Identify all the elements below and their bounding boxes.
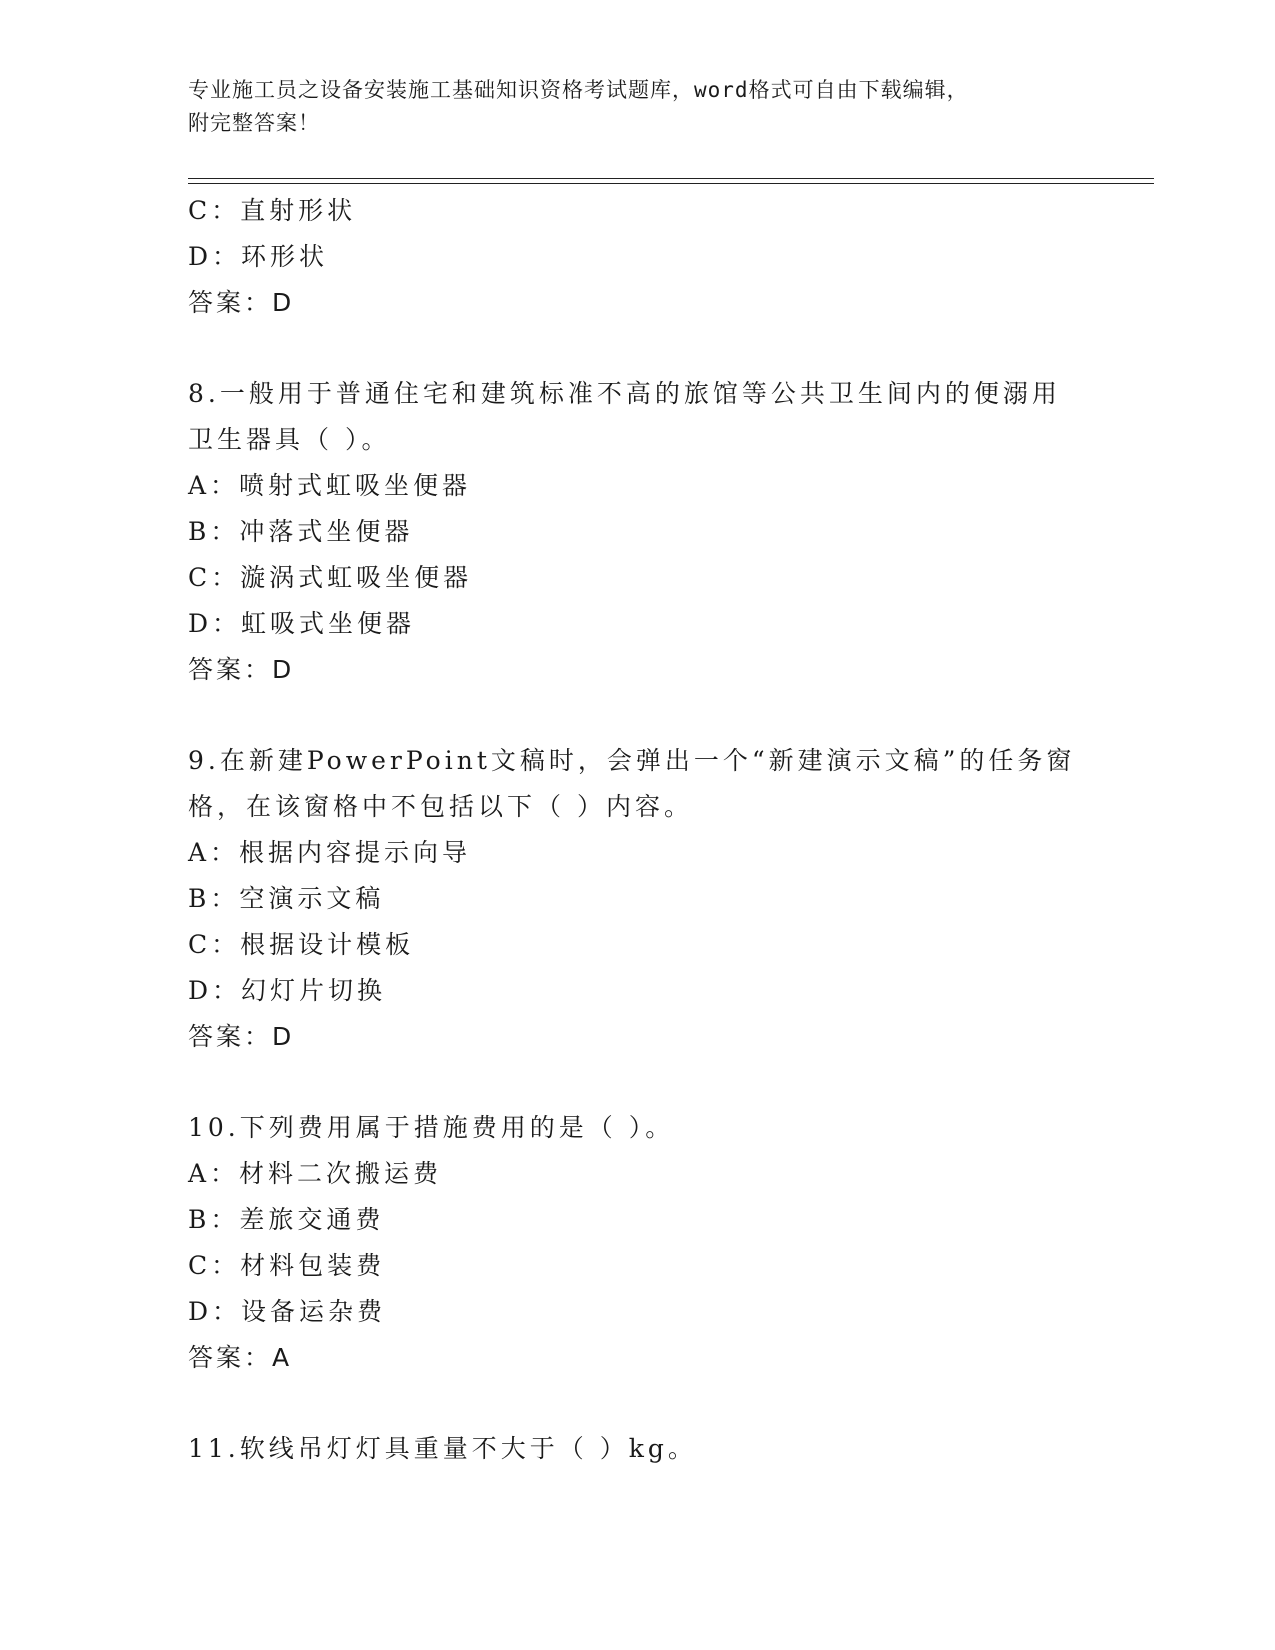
- q9-question-line-1: 9.在新建PowerPoint文稿时，会弹出一个“新建演示文稿”的任务窗: [188, 746, 1076, 775]
- q9-answer: 答案：D: [188, 1022, 295, 1051]
- header-line-2: 附完整答案！: [188, 111, 320, 135]
- spacer: [188, 326, 1088, 371]
- q8-option-d: D：虹吸式坐便器: [188, 609, 416, 638]
- question-list: [188, 188, 1088, 1472]
- q9-option-c: C：根据设计模板: [188, 930, 415, 959]
- q7-option-d: D：环形状: [188, 242, 329, 271]
- q11-question-line-1: 11.软线吊灯灯具重量不大于（ ）kg。: [188, 1434, 697, 1463]
- question-9: [188, 738, 1088, 1060]
- header-divider-top: [188, 178, 1154, 179]
- q10-option-a: A：材料二次搬运费: [188, 1159, 443, 1188]
- header-divider-bottom: [188, 183, 1154, 184]
- q10-answer: 答案：A: [188, 1343, 293, 1372]
- question-10: [188, 1105, 1088, 1381]
- q8-question-line-2: 卫生器具（ ）。: [188, 425, 391, 454]
- q10-option-d: D：设备运杂费: [188, 1297, 387, 1326]
- q9-option-b: B：空演示文稿: [188, 884, 385, 913]
- spacer: [188, 693, 1088, 738]
- q7-answer: 答案：D: [188, 288, 295, 317]
- header-line-1: 专业施工员之设备安装施工基础知识资格考试题库，word格式可自由下载编辑，: [188, 78, 969, 102]
- spacer: [188, 1060, 1088, 1105]
- question-11: [188, 1426, 1088, 1472]
- document-header: [188, 74, 1088, 140]
- question-8: [188, 371, 1088, 693]
- q10-option-c: C：材料包装费: [188, 1251, 386, 1280]
- q9-option-d: D：幻灯片切换: [188, 976, 387, 1005]
- q10-option-b: B：差旅交通费: [188, 1205, 385, 1234]
- q9-option-a: A：根据内容提示向导: [188, 838, 472, 867]
- q8-option-a: A：喷射式虹吸坐便器: [188, 471, 472, 500]
- q8-question-line-1: 8.一般用于普通住宅和建筑标准不高的旅馆等公共卫生间内的便溺用: [188, 379, 1061, 408]
- q8-answer: 答案：D: [188, 655, 295, 684]
- q8-option-b: B：冲落式坐便器: [188, 517, 414, 546]
- q7-option-c: C：直射形状: [188, 196, 357, 225]
- q10-question-line-1: 10.下列费用属于措施费用的是（ ）。: [188, 1113, 675, 1142]
- spacer: [188, 1381, 1088, 1426]
- question-7-continued: [188, 188, 1088, 326]
- q9-question-line-2: 格，在该窗格中不包括以下（ ）内容。: [188, 792, 693, 821]
- q8-option-c: C：漩涡式虹吸坐便器: [188, 563, 473, 592]
